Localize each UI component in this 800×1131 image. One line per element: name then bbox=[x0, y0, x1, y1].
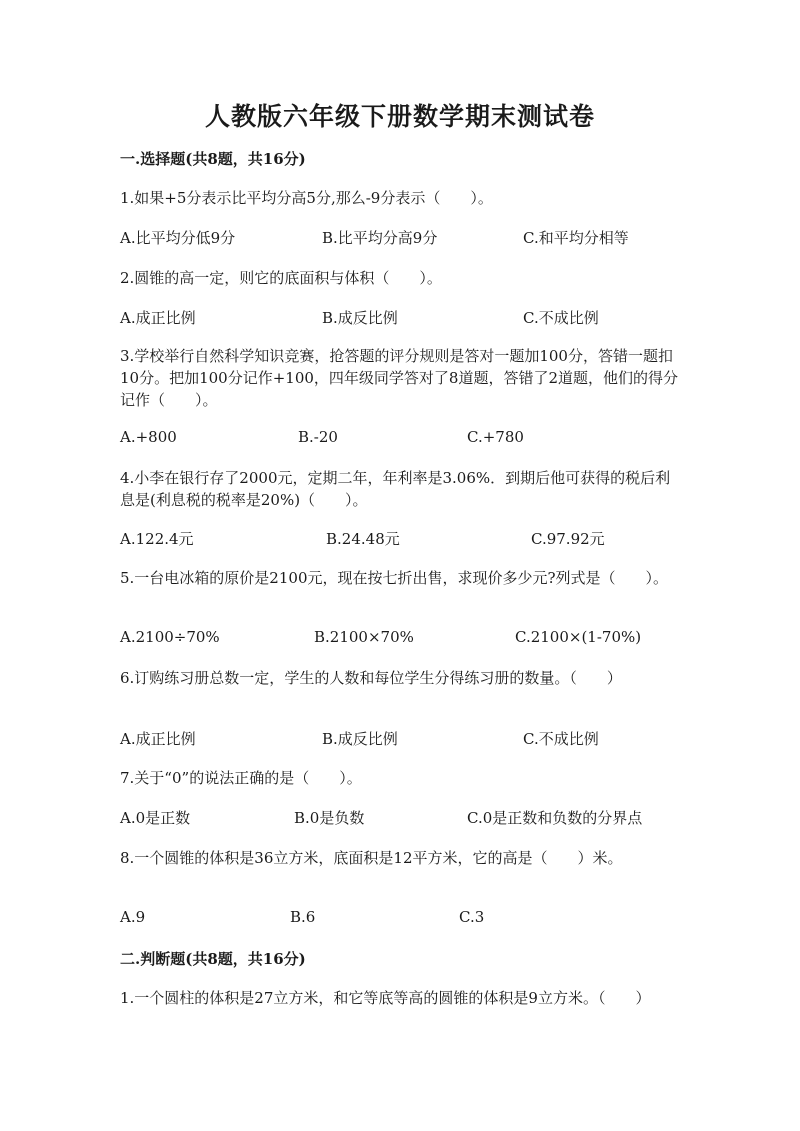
section-heading-choice: 一.选择题(共8题，共16分) bbox=[120, 150, 306, 168]
q7-option-b[interactable]: B.0是负数 bbox=[294, 809, 365, 827]
section-heading-judgment: 二.判断题(共8题，共16分) bbox=[120, 950, 306, 968]
q8-option-a[interactable]: A.9 bbox=[120, 908, 146, 926]
question-1: 1.如果+5分表示比平均分高5分,那么-9分表示（ ）。 bbox=[120, 189, 493, 207]
question-7: 7.关于“0”的说法正确的是（ ）。 bbox=[120, 769, 362, 787]
q7-option-c[interactable]: C.0是正数和负数的分界点 bbox=[467, 809, 643, 827]
q4-option-b[interactable]: B.24.48元 bbox=[326, 530, 400, 548]
q3-option-c[interactable]: C.+780 bbox=[467, 428, 524, 446]
q6-option-b[interactable]: B.成反比例 bbox=[322, 730, 398, 748]
question-5: 5.一台电冰箱的原价是2100元，现在按七折出售，求现价多少元?列式是（ ）。 bbox=[120, 569, 669, 587]
page-title: 人教版六年级下册数学期末测试卷 bbox=[204, 102, 595, 131]
question-3: 3.学校举行自然科学知识竞赛，抢答题的评分规则是答对一题加100分，答错一题扣10分。把加100分记作+100，四年级同学答对了8道题，答错了2道题，他们的得分记作（ ）。 bbox=[120, 347, 679, 409]
q5-option-b[interactable]: B.2100×70% bbox=[314, 628, 414, 646]
q2-option-b[interactable]: B.成反比例 bbox=[322, 309, 398, 327]
q1-option-c[interactable]: C.和平均分相等 bbox=[523, 229, 629, 247]
q6-option-c[interactable]: C.不成比例 bbox=[523, 730, 599, 748]
question-4: 4.小李在银行存了2000元，定期二年，年利率是3.06%．到期后他可获得的税后利息是(利息税的税率是20%)（ ）。 bbox=[120, 469, 671, 509]
q2-option-a[interactable]: A.成正比例 bbox=[120, 309, 196, 327]
q7-option-a[interactable]: A.0是正数 bbox=[120, 809, 191, 827]
q6-option-a[interactable]: A.成正比例 bbox=[120, 730, 196, 748]
question-8: 8.一个圆锥的体积是36立方米，底面积是12平方米，它的高是（ ）米。 bbox=[120, 849, 623, 867]
q8-option-c[interactable]: C.3 bbox=[459, 908, 485, 926]
q1-option-a[interactable]: A.比平均分低9分 bbox=[120, 229, 236, 247]
q3-option-a[interactable]: A.+800 bbox=[120, 428, 177, 446]
judgment-question-1: 1.一个圆柱的体积是27立方米，和它等底等高的圆锥的体积是9立方米。（ ） bbox=[120, 989, 651, 1007]
q3-option-b[interactable]: B.-20 bbox=[298, 428, 338, 446]
q8-option-b[interactable]: B.6 bbox=[290, 908, 316, 926]
q5-option-c[interactable]: C.2100×(1-70%) bbox=[515, 628, 642, 646]
q2-option-c[interactable]: C.不成比例 bbox=[523, 309, 599, 327]
question-6: 6.订购练习册总数一定，学生的人数和每位学生分得练习册的数量。（ ） bbox=[120, 669, 622, 687]
q4-option-a[interactable]: A.122.4元 bbox=[120, 530, 194, 548]
q4-option-c[interactable]: C.97.92元 bbox=[531, 530, 605, 548]
q5-option-a[interactable]: A.2100÷70% bbox=[120, 628, 220, 646]
q1-option-b[interactable]: B.比平均分高9分 bbox=[322, 229, 438, 247]
question-2: 2.圆锥的高一定，则它的底面积与体积（ ）。 bbox=[120, 269, 442, 287]
